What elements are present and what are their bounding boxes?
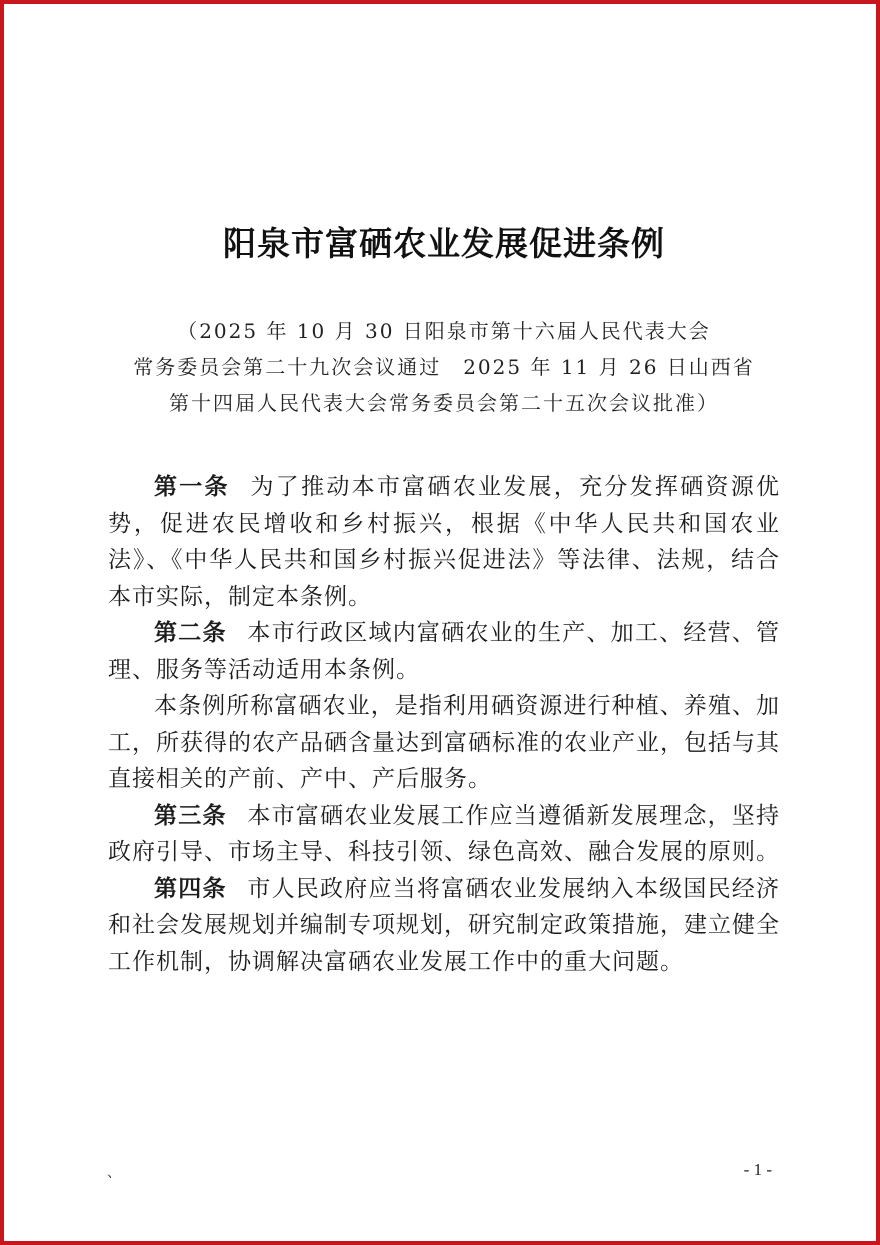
article-text: 本条例所称富硒农业，是指利用硒资源进行种植、养殖、加工，所获得的农产品硒含量达到富硒标准的农业产业，包括与其直接相关的产前、产中、产后服务。	[108, 693, 780, 792]
article-text: 本市富硒农业发展工作应当遵循新发展理念，坚持政府引导、市场主导、科技引领、绿色高效、融合发展的原则。	[108, 802, 781, 865]
article-paragraph	[108, 871, 780, 981]
footer-mark: 、	[107, 1165, 121, 1181]
article-paragraph	[108, 469, 780, 615]
article-number: 第二条	[154, 620, 227, 646]
article-text: 本市行政区域内富硒农业的生产、加工、经营、管理、服务等活动适用本条例。	[108, 620, 781, 683]
article-number: 第四条	[154, 875, 227, 902]
subtitle-line: 第十四届人民代表大会常务委员会第二十五次会议批准）	[169, 391, 719, 415]
article-paragraph	[108, 798, 780, 871]
article-text: 市人民政府应当将富硒农业发展纳入本级国民经济和社会发展规划并编制专项规划，研究制定政策措施，建立健全工作机制，协调解决富硒农业发展工作中的重大问题。	[108, 875, 781, 975]
article-paragraph	[108, 688, 780, 798]
document-body	[108, 469, 780, 980]
article-number: 第一条	[154, 474, 230, 500]
article-number: 第三条	[154, 802, 227, 829]
page-number: - 1 -	[743, 1160, 772, 1179]
subtitle-line: 常务委员会第二十九次会议通过 2025 年 11 月 26 日山西省	[133, 355, 755, 379]
article-paragraph	[108, 615, 780, 688]
article-text: 为了推动本市富硒农业发展，充分发挥硒资源优势，促进农民增收和乡村振兴，根据《中华人民共和国农业法》、《中华人民共和国乡村振兴促进法》等法律、法规，结合本市实际，制定本条例。	[108, 474, 781, 610]
document-title: 阳泉市富硒农业发展促进条例	[223, 224, 665, 263]
document-subtitle	[104, 313, 784, 421]
subtitle-line: （2025 年 10 月 30 日阳泉市第十六届人民代表大会	[177, 319, 711, 343]
